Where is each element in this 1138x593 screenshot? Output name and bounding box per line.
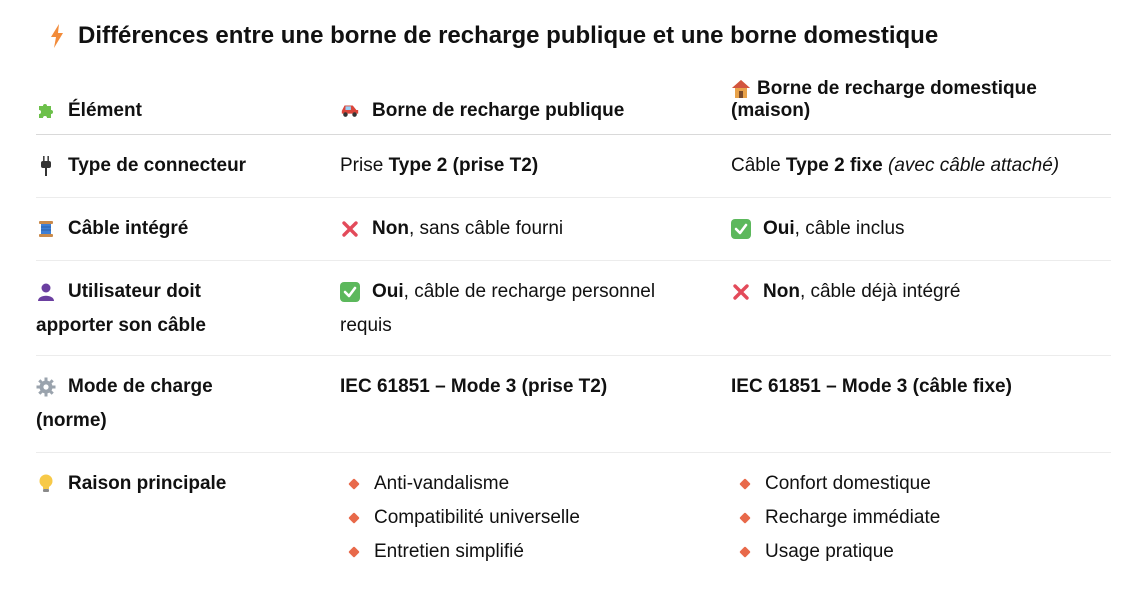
bullet-diamond-icon [348,478,359,489]
bullet-diamond-icon [348,546,359,557]
cross-mark-icon [731,282,751,302]
table-row [36,198,1111,261]
list-item: Usage pratique [731,535,1116,569]
list-item: Compatibilité universelle [340,501,720,535]
row-label: Type de connecteur [36,149,326,183]
bullet-list [340,467,720,569]
row-label: Câble intégré [36,212,326,246]
bullet-diamond-icon [348,512,359,523]
row-label: Utilisateur doit apporter son câble [36,281,206,336]
user-silhouette-icon [36,282,56,302]
check-box-icon [731,219,751,239]
thread-spool-icon [36,219,56,239]
light-bulb-icon [36,474,56,494]
puzzle-icon [36,100,56,120]
car-icon [340,100,360,120]
header-domestic: Borne de recharge domestique (maison) [731,78,1037,121]
bullet-diamond-icon [739,512,750,523]
cell-domestic: Oui, câble inclus [731,212,1116,246]
list-item: Recharge immédiate [731,501,1116,535]
cell-public: Oui, câble de recharge personnel requis [340,281,656,336]
bullet-diamond-icon [739,478,750,489]
table-row [36,453,1111,583]
page-title [42,22,938,50]
cell-domestic: Non, câble déjà intégré [731,275,1116,309]
table-row [36,261,1111,356]
list-item: Anti-vandalisme [340,467,720,501]
bullet-list [731,467,1116,569]
cell-domestic: Câble Type 2 fixe (avec câble attaché) [731,155,1060,176]
table-row [36,356,1111,453]
house-icon [731,79,751,99]
list-item: Confort domestique [731,467,1116,501]
check-box-icon [340,282,360,302]
table-header [36,72,1111,135]
cell-public: IEC 61851 – Mode 3 (prise T2) [340,376,608,397]
cell-domestic: IEC 61851 – Mode 3 (câble fixe) [731,376,1012,397]
gear-icon [36,377,56,397]
cross-mark-icon [340,219,360,239]
cell-public [340,467,720,569]
cell-public: Non, sans câble fourni [340,212,720,246]
table-row [36,135,1111,198]
cell-domestic [731,467,1116,569]
header-public: Borne de recharge publique [340,100,720,122]
bullet-diamond-icon [739,546,750,557]
header-element: Élément [36,100,326,122]
cell-public: Prise Type 2 (prise T2) [340,155,539,176]
list-item: Entretien simplifié [340,535,720,569]
plug-icon [36,156,56,176]
row-label: Raison principale [36,467,326,501]
lightning-icon [42,26,72,46]
page-title-text: Différences entre une borne de recharge publique et une borne domestique [78,22,939,49]
row-label: Mode de charge (norme) [36,376,213,431]
